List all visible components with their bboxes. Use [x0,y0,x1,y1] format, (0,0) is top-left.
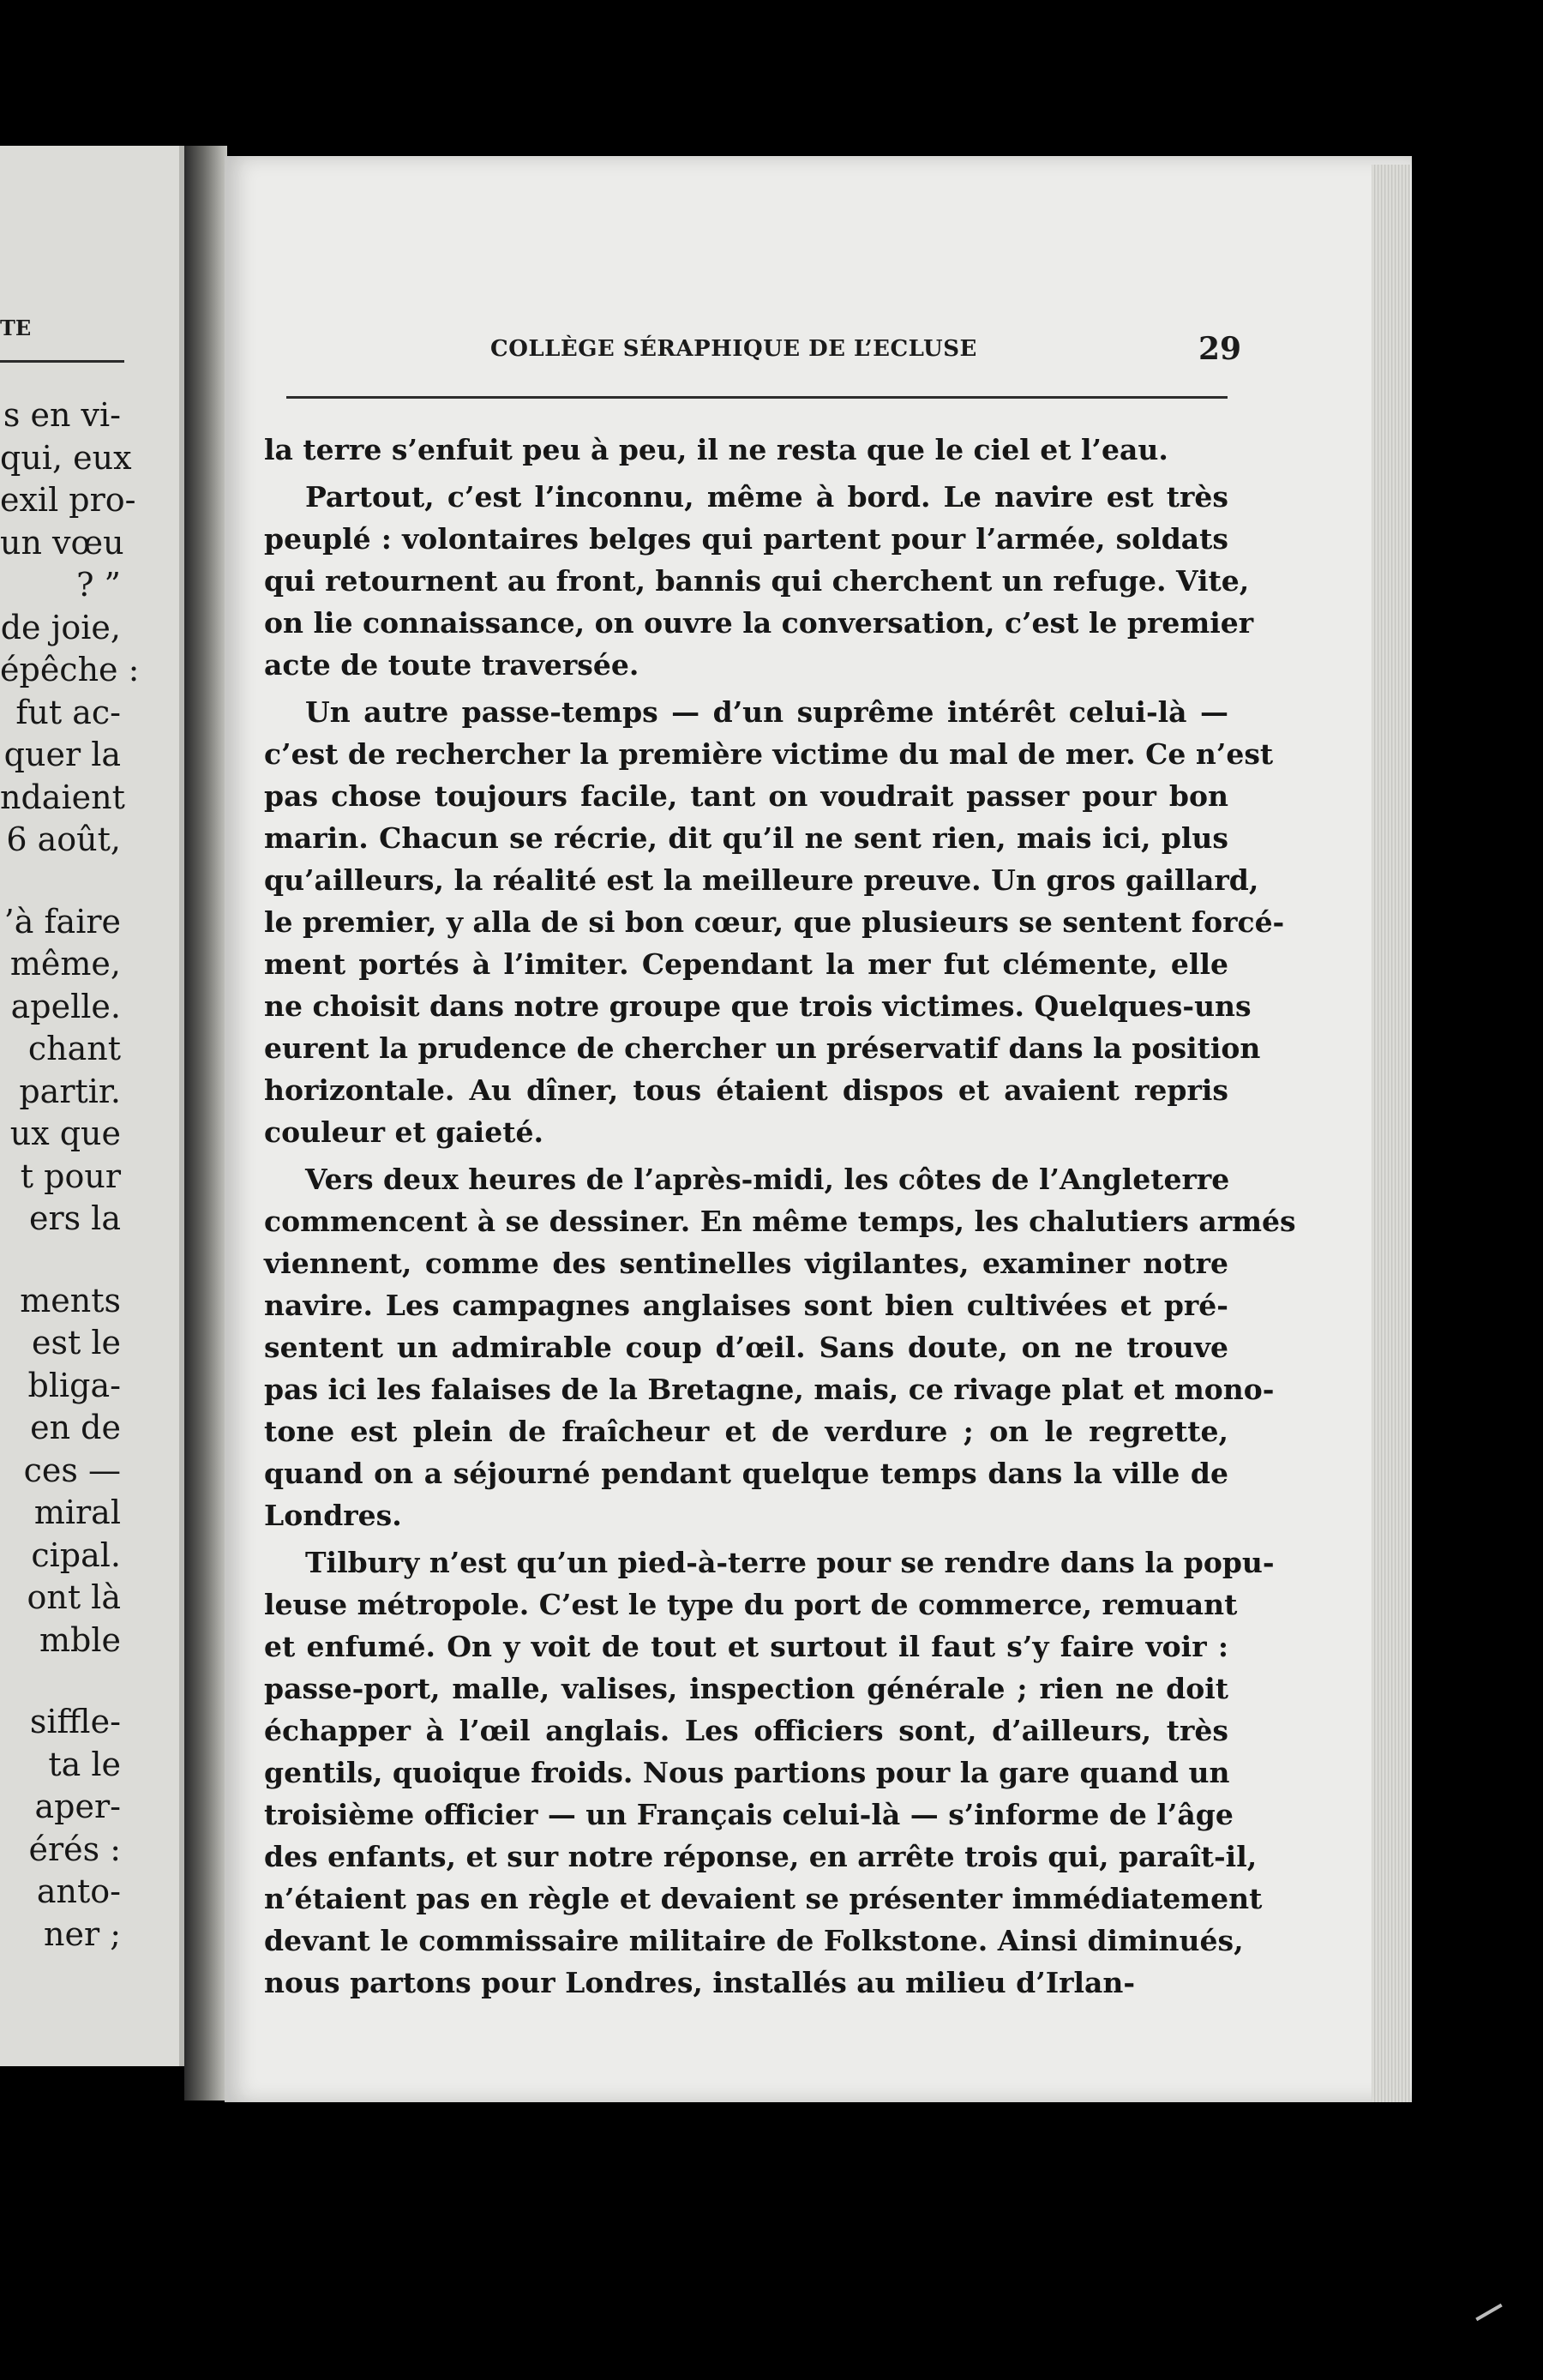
facing-page-line: qui, eux [0,438,132,477]
facing-page-line: épêche : [0,651,140,688]
page-edges [1372,165,1410,2102]
facing-page-line: chant [27,1030,121,1067]
facing-page-line: apelle. [10,987,121,1025]
text-line: et enfumé. On y voit de tout et surtout il faut s’y faire voir : [264,1630,1228,1663]
text-line: leuse métropole. C’est le type du port de commerce, remuant [264,1588,1238,1621]
facing-page-line: exil pro- [0,481,136,519]
text-line: commencent à se dessiner. En même temps, les chalutiers armés [264,1205,1296,1238]
facing-page-line: bliga- [27,1366,121,1404]
text-line: qu’ailleurs, la réalité est la meilleure preuve. Un gros gaillard, [264,863,1259,897]
facing-page-line: ’à faire [3,902,121,941]
facing-page-line [0,862,184,901]
text-line: Partout, c’est l’inconnu, même à bord. Le navire est très [305,480,1228,514]
text-line: horizontale. Au dîner, tous étaient dispos et avaient repris [264,1073,1228,1107]
text-line: Londres. [264,1499,402,1532]
facing-page-line: cipal. [31,1536,121,1574]
text-line: gentils, quoique froids. Nous partions pour la gare quand un [264,1756,1230,1789]
facing-page-rule [0,360,124,363]
text-line: qui retournent au front, bannis qui cherchent un refuge. Vite, [264,564,1250,598]
text-line: acte de toute traversée. [264,648,639,682]
text-line: marin. Chacun se récrie, dit qu’il ne sent rien, mais ici, plus [264,821,1228,855]
text-line: passe-port, malle, valises, inspection générale ; rien ne doit [264,1672,1228,1705]
page-number: 29 [1198,331,1242,367]
facing-page-line: ner ; [43,1914,121,1953]
facing-page-line: ndaient [0,778,125,816]
text-line: n’étaient pas en règle et devaient se présenter immédiatement [264,1882,1263,1915]
text-line: Tilbury n’est qu’un pied-à-terre pour se rendre dans la popu- [305,1546,1275,1579]
facing-page-line: t pour [20,1157,121,1195]
text-line: on lie connaissance, on ouvre la conversation, c’est le premier [264,606,1254,640]
facing-page-line: ux que [9,1115,121,1152]
facing-page-line: partir. [19,1072,121,1110]
text-line: quand on a séjourné pendant quelque temps dans la ville de [264,1457,1228,1490]
text-line: Vers deux heures de l’après-midi, les côtes de l’Angleterre [305,1163,1230,1196]
text-line: ne choisit dans notre groupe que trois victimes. Quelques-uns [264,989,1252,1023]
facing-page-line: fut ac- [15,693,121,731]
text-line: échapper à l’œil anglais. Les officiers sont, d’ailleurs, très [264,1714,1228,1747]
facing-page-line: ces — [23,1451,121,1489]
text-line: viennent, comme des sentinelles vigilantes, examiner notre [264,1247,1228,1280]
facing-page-line: s en vi- [3,396,121,434]
facing-page-line: un vœu [0,523,124,562]
text-line: troisième officier — un Français celui-là — s’informe de l’âge [264,1798,1234,1831]
text-line: sentent un admirable coup d’œil. Sans doute, on ne trouve [264,1331,1228,1364]
facing-page-line: est le [32,1324,121,1361]
text-line: Un autre passe-temps — d’un suprême intérêt celui-là — [305,695,1228,729]
text-line: eurent la prudence de chercher un préservatif dans la position [264,1031,1261,1065]
facing-page-line: anto- [36,1872,121,1910]
facing-page-line: ers la [28,1199,121,1237]
facing-page [0,146,184,2066]
paragraph [264,476,1254,686]
facing-page-line: aper- [34,1788,121,1825]
facing-page-line: siffle- [29,1703,121,1740]
text-line: ment portés à l’imiter. Cependant la mer fut clémente, elle [264,947,1228,981]
text-line: couleur et gaieté. [264,1115,543,1149]
running-header: COLLÈGE SÉRAPHIQUE DE L’ECLUSE [490,336,977,362]
text-line: tone est plein de fraîcheur et de verdure ; on le regrette, [264,1415,1228,1448]
facing-page-line: de joie, [0,608,121,646]
facing-page-line: mble [39,1620,121,1659]
paragraph [264,691,1285,1153]
facing-page-header: TE [0,316,32,340]
facing-page-line: ? ” [76,566,121,604]
facing-page-line: ments [20,1281,121,1319]
paragraph [264,1542,1275,2004]
book-gutter [184,146,227,2101]
facing-page-line: ta le [48,1745,121,1783]
paragraph [264,429,1228,471]
facing-page-line: même, [9,945,121,983]
facing-page-line: ont là [27,1578,121,1616]
text-line: nous partons pour Londres, installés au milieu d’Irlan- [264,1966,1136,1999]
facing-page-text [0,394,184,1956]
text-line: devant le commissaire militaire de Folkstone. Ainsi diminués, [264,1924,1244,1957]
facing-page-line: 6 août, [6,820,121,858]
facing-page-line: érés : [28,1830,121,1868]
text-line: pas ici les falaises de la Bretagne, mais, ce rivage plat et mono- [264,1373,1275,1406]
text-line: le premier, y alla de si bon cœur, que plusieurs se sentent forcé- [264,905,1285,939]
facing-page-line [0,1241,184,1280]
facing-page-line: en de [30,1409,121,1446]
body-text [264,429,1296,2004]
text-line: peuplé : volontaires belges qui partent pour l’armée, soldats [264,522,1228,556]
facing-page-line [0,1662,184,1701]
facing-page-line: quer la [3,736,121,773]
paragraph [264,1158,1296,1536]
header-rule [286,396,1228,399]
text-line: des enfants, et sur notre réponse, en arrête trois qui, paraît-il, [264,1840,1258,1873]
text-line: c’est de rechercher la première victime du mal de mer. Ce n’est [264,737,1274,771]
text-line: pas chose toujours facile, tant on voudrait passer pour bon [264,779,1228,813]
text-line: navire. Les campagnes anglaises sont bien cultivées et pré- [264,1289,1228,1322]
facing-page-line: miral [33,1494,121,1531]
text-line: la terre s’enfuit peu à peu, il ne resta que le ciel et l’eau. [264,433,1168,466]
scan-mark [1475,2304,1502,2321]
